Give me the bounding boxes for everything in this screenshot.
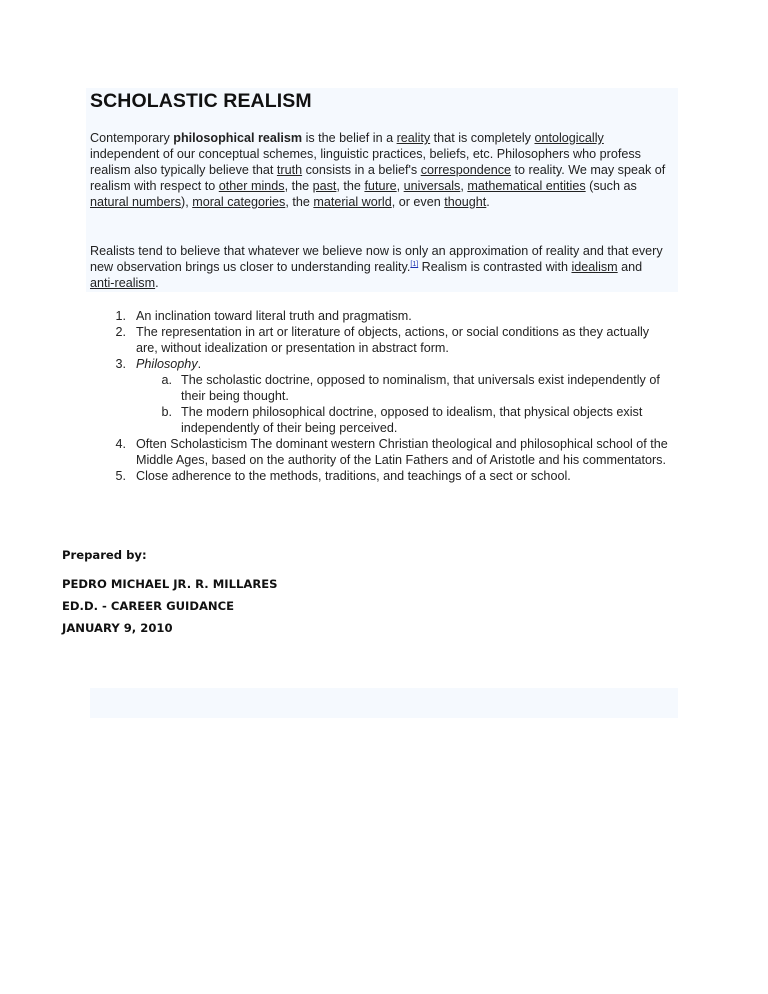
sub-list-item: [136, 372, 670, 404]
list-number: 4.: [115, 437, 126, 451]
link-material-world[interactable]: material world: [313, 195, 392, 209]
author-name: PEDRO MICHAEL JR. R. MILLARES: [62, 577, 278, 591]
link-idealism[interactable]: idealism: [571, 260, 618, 274]
link-truth[interactable]: truth: [276, 163, 303, 177]
link-correspondence[interactable]: correspondence: [420, 163, 512, 177]
author-position: ED.D. - CAREER GUIDANCE: [62, 599, 235, 613]
list-item: [90, 324, 670, 356]
list-item-text: The representation in art or literature of objects, actions, or social conditions as they actually are, without idealization or presentation in abstract form.: [136, 325, 650, 355]
link-thought[interactable]: thought: [444, 195, 487, 209]
sub-list-letter: b.: [161, 405, 172, 419]
realists-paragraph: Realists tend to believe that whatever we believe now is only an approximation of reality and that every new observation brings us closer to understanding reality.[1] Realism is contrasted with idealism and anti-realism.: [90, 244, 663, 290]
list-number: 5.: [115, 469, 126, 483]
list-number: 2.: [115, 325, 126, 339]
list-item-text: Close adherence to the methods, traditions, and teachings of a sect or school.: [136, 469, 571, 483]
sub-list-item-text: The scholastic doctrine, opposed to nominalism, that universals exist independently of their being thought.: [181, 373, 660, 403]
link-past[interactable]: past: [312, 179, 337, 193]
list-item-text: Philosophy: [136, 357, 198, 371]
definition-list: [90, 308, 670, 484]
link-moral-categories[interactable]: moral categories: [192, 195, 286, 209]
link-other-minds[interactable]: other minds: [218, 179, 285, 193]
list-number: 1.: [115, 309, 126, 323]
document-title: SCHOLASTIC REALISM: [90, 90, 312, 112]
link-universals[interactable]: universals: [403, 179, 461, 193]
sub-list-item-text: The modern philosophical doctrine, opposed to idealism, that physical objects exist independently of their being perceived.: [181, 405, 643, 435]
prepared-by-label: Prepared by:: [62, 548, 147, 562]
list-number: 3.: [115, 357, 126, 371]
sub-list-item: [136, 404, 670, 436]
list-item-text: Often Scholasticism The dominant western Christian theological and philosophical school of the Middle Ages, based on the authority of the Latin Fathers and of Aristotle and his commentators.: [136, 437, 668, 467]
link-ontologically[interactable]: ontologically: [534, 131, 604, 145]
document-date: JANUARY 9, 2010: [62, 621, 173, 635]
footnote-link[interactable]: [1]: [410, 261, 419, 268]
link-natural-numbers[interactable]: natural numbers: [90, 195, 182, 209]
list-item: 3. Philosophy. a. The scholastic doctrine, opposed to nominalism, that universals exist independently of their being thought. b. The modern philosophical doctrine, opposed to idealism, that physical objects exist independently of their being perceived.: [90, 356, 670, 436]
bold-term: philosophical realism: [173, 131, 303, 145]
sub-list-letter: a.: [161, 373, 172, 387]
list-item: [90, 468, 670, 484]
link-future[interactable]: future: [364, 179, 397, 193]
intro-paragraph: Contemporary philosophical realism is the belief in a reality that is completely ontologically independent of our conceptual schemes, linguistic practices, beliefs, etc. Philosophers who profess realism also typically believe that truth consists in a belief's correspondence to reality. We may speak of realism with respect to other minds, the past, the future, universals, mathematical entities (such as natural numbers), moral categories, the material world, or even thought.: [90, 131, 666, 209]
list-item: [90, 308, 670, 324]
link-mathematical-entities[interactable]: mathematical entities: [467, 179, 586, 193]
link-anti-realism[interactable]: anti-realism: [90, 276, 156, 290]
shaded-empty-block: [90, 688, 678, 718]
list-item: [90, 436, 670, 468]
link-reality[interactable]: reality: [396, 131, 431, 145]
list-item-text: An inclination toward literal truth and pragmatism.: [136, 309, 412, 323]
